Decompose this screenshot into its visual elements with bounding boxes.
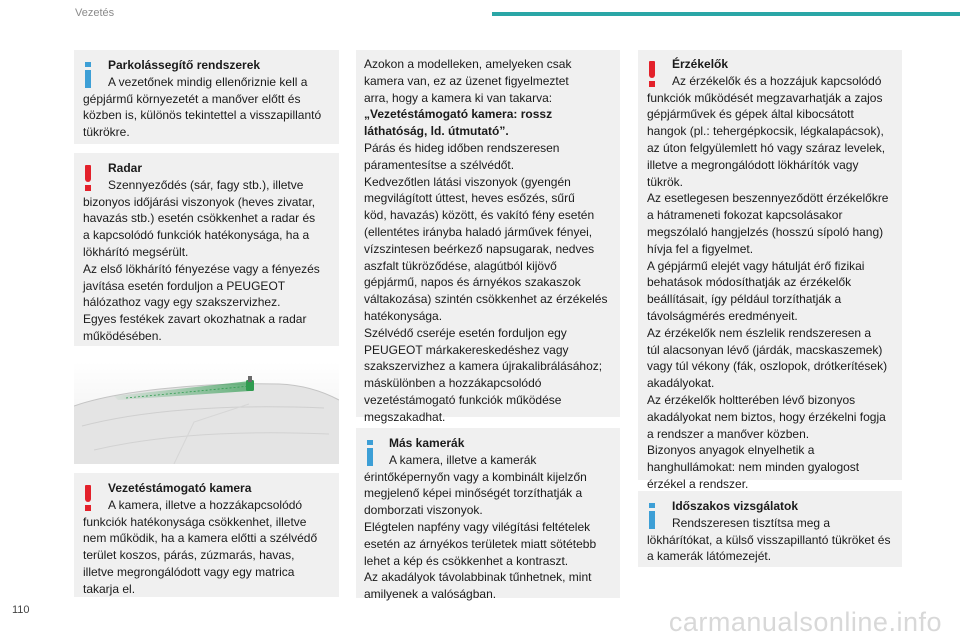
note-line: megszólaló hangjelzés (hosszú sípoló hang) [647, 224, 884, 239]
note-title: Más kamerák [389, 436, 465, 450]
body-line: kamera van, ez az üzenet figyelmeztet [364, 73, 569, 88]
camera-warning-box [74, 473, 339, 597]
body-line: (ellentétes irányba haladó járművek fényei, [364, 224, 593, 239]
note-line: illetve megrongálódott vagy egy matrica [83, 564, 295, 579]
note-title: Parkolássegítő rendszerek [108, 58, 261, 72]
note-line: akadályokat. [647, 376, 715, 391]
radar-warning-box [74, 153, 339, 346]
note-line: gépjárművek és gépek által kibocsátott [647, 107, 854, 122]
body-line: szakszervizhez a kamera újrakalibrálásához; [364, 359, 603, 374]
body-line: köd, havazás) között, és vakító fény esetén [364, 208, 595, 223]
note-line: amilyenek a valóságban. [364, 587, 497, 602]
info-icon [649, 503, 655, 529]
note-line: érintőképernyőn vagy a kombinált kijelzőn [364, 469, 587, 484]
info-icon [367, 440, 373, 466]
note-line: Az érzékelők holtterében lévő bizonyos [647, 392, 856, 407]
note-line: hanghullámokat: nem minden gyalogost [647, 460, 860, 475]
note-line: Az első lökhárító fényezése vagy a fényezés [83, 261, 320, 276]
header-accent-bar [492, 12, 960, 16]
windshield-camera-illustration [74, 362, 339, 464]
body-line: vezetéstámogató funkciók működése [364, 392, 562, 407]
body-line: hatékonysága. [364, 308, 443, 323]
note-line: funkciók működését megzavarhatják a zajos [647, 90, 883, 105]
note-title: Időszakos vizsgálatok [672, 499, 799, 513]
warning-icon [85, 485, 91, 511]
watermark: carmanualsonline.info [668, 607, 942, 637]
note-line: terület koszos, párás, zúzmarás, havas, [83, 548, 295, 563]
note-line: esetén az árnyékos területek miatt sötétebb [364, 536, 597, 551]
note-line: illetve a megrongálódott lökhárítók vagy [647, 157, 859, 172]
body-line: Azokon a modelleken, amelyeken csak [364, 57, 572, 71]
note-line: megjelenő képei minőségét torzíthatják a [364, 486, 583, 501]
sensors-warning-box [638, 50, 902, 491]
periodic-checks-note-box [638, 491, 902, 567]
note-line: az úton felgyülemlett hó vagy száraz levelek, [647, 140, 886, 155]
note-title: Radar [108, 161, 143, 175]
note-line: működésében. [83, 328, 162, 343]
alert-message: „Vezetéstámogató kamera: rossz [364, 107, 553, 122]
note-line: hívja fel a figyelmet. [647, 241, 754, 256]
note-line: közben is, különös tekintettel a visszapillantó [83, 108, 322, 123]
warning-icon [85, 165, 91, 191]
body-line: megvilágított úttest, heves esőzés, sűrű [364, 191, 575, 206]
body-line: máskülönben a hozzákapcsolódó [364, 376, 542, 391]
body-line: megszakadhat. [364, 409, 446, 424]
note-line: Elégtelen napfény vagy vilégítási feltételek [364, 519, 591, 534]
note-line: a hátrameneti fokozat kapcsolásakor [647, 208, 843, 223]
note-line: tükrök. [647, 174, 684, 189]
note-line: távolságmérés eredményeit. [647, 308, 798, 323]
note-line: érzékel a rendszer. [647, 476, 749, 491]
body-line: Kedvezőtlen látási viszonyok (gyengén [364, 174, 571, 189]
parking-note-box [74, 50, 339, 144]
note-line: Az akadályok távolabbinak tűnhetnek, mint [364, 570, 592, 585]
section-title: Vezetés [75, 7, 115, 19]
note-line: behatások módosíthatják az érzékelők [647, 275, 852, 290]
body-line: vízszintesen beérkező napsugarak, nedves [364, 241, 595, 256]
note-line: A kamera, illetve a hozzákapcsolódó [108, 497, 303, 512]
note-line: gépjármű környezetét a manőver előtt és [83, 91, 301, 106]
note-line: a rendszer a manőver közben. [647, 426, 810, 441]
info-icon [85, 62, 91, 88]
body-line: Párás és hideg időben rendszeresen [364, 140, 560, 155]
note-line: Az érzékelők nem észlelik rendszeresen a [647, 325, 872, 340]
alert-message: láthatóság, ld. útmutató”. [364, 124, 509, 139]
note-line: beállításait, így például torzíthatják a [647, 292, 842, 307]
note-line: lökhárító megsérült. [83, 244, 189, 259]
note-line: túl alacsonyan lévő (járdák, macskaszemek) [647, 342, 883, 357]
note-title: Vezetéstámogató kamera [108, 481, 252, 495]
note-line: Az érzékelők és a hozzájuk kapcsolódó [672, 73, 882, 88]
note-line: tükrökre. [83, 125, 130, 140]
note-line: Egyes festékek zavart okozhatnak a radar [83, 312, 307, 327]
note-line: takarja el. [83, 581, 136, 596]
note-line: havazás stb.) esetén csökkenhet a radar és [83, 211, 316, 226]
note-line: akadályokat nem biztos, hogy érzékelni fogja [647, 409, 886, 424]
note-line: domborzati viszonyok. [364, 503, 483, 518]
page-number: 110 [12, 604, 30, 616]
note-line: nem működik, ha a kamera előtti a szélvédő [83, 531, 318, 546]
note-line: a kapcsolódó funkciók hatékonysága, ha a [83, 228, 310, 243]
note-line: A vezetőnek mindig ellenőriznie kell a [108, 74, 308, 89]
body-line: Szélvédő cseréje esetén forduljon egy [364, 325, 567, 340]
body-line: váltakozása) szintén csökkenhet az érzékelés [364, 292, 608, 307]
body-line: gépjármű, napos és árnyékos szakaszok [364, 275, 581, 290]
note-line: javítása esetén forduljon a PEUGEOT [83, 278, 286, 293]
body-line: arra, hogy a kamera ki van takarva: [364, 90, 553, 105]
note-title: Érzékelők [672, 57, 729, 71]
note-line: lökhárítókat, a külső visszapillantó tükröket és [647, 532, 891, 547]
body-line: aszfalt tükröződése, alagútból kijövő [364, 258, 557, 273]
note-line: Szennyeződés (sár, fagy stb.), illetve [108, 177, 304, 192]
camera-visibility-box [356, 50, 620, 424]
body-line: PEUGEOT márkakereskedéshez vagy [364, 342, 569, 357]
note-line: funkciók hatékonysága csökkenhet, illetve [83, 514, 307, 529]
warning-icon [649, 61, 655, 87]
note-line: hálózathoz vagy egy szakszervizhez. [83, 295, 281, 310]
note-line: Az esetlegesen beszennyeződött érzékelőkre [647, 191, 889, 206]
note-line: lehet a kép és csökkenhet a kontraszt. [364, 553, 569, 568]
other-cameras-note-box [356, 428, 620, 602]
note-line: bizonyos időjárási viszonyok (heves zivatar, [83, 194, 316, 209]
body-line: páramentesítse a szélvédőt. [364, 157, 515, 172]
note-line: vagy túl vékony (fák, oszlopok, drótkerítések) [647, 359, 888, 374]
note-line: hangok (pl.: tehergépkocsik, légkalapácsok), [647, 124, 884, 139]
note-line: A kamera, illetve a kamerák [389, 452, 537, 467]
note-line: Rendszeresen tisztítsa meg a [672, 515, 831, 530]
note-line: A gépjármű elejét vagy hátulját érő fizikai [647, 258, 865, 273]
note-line: a kamerák látómezejét. [647, 549, 772, 564]
note-line: Bizonyos anyagok elnyelhetik a [647, 443, 815, 458]
